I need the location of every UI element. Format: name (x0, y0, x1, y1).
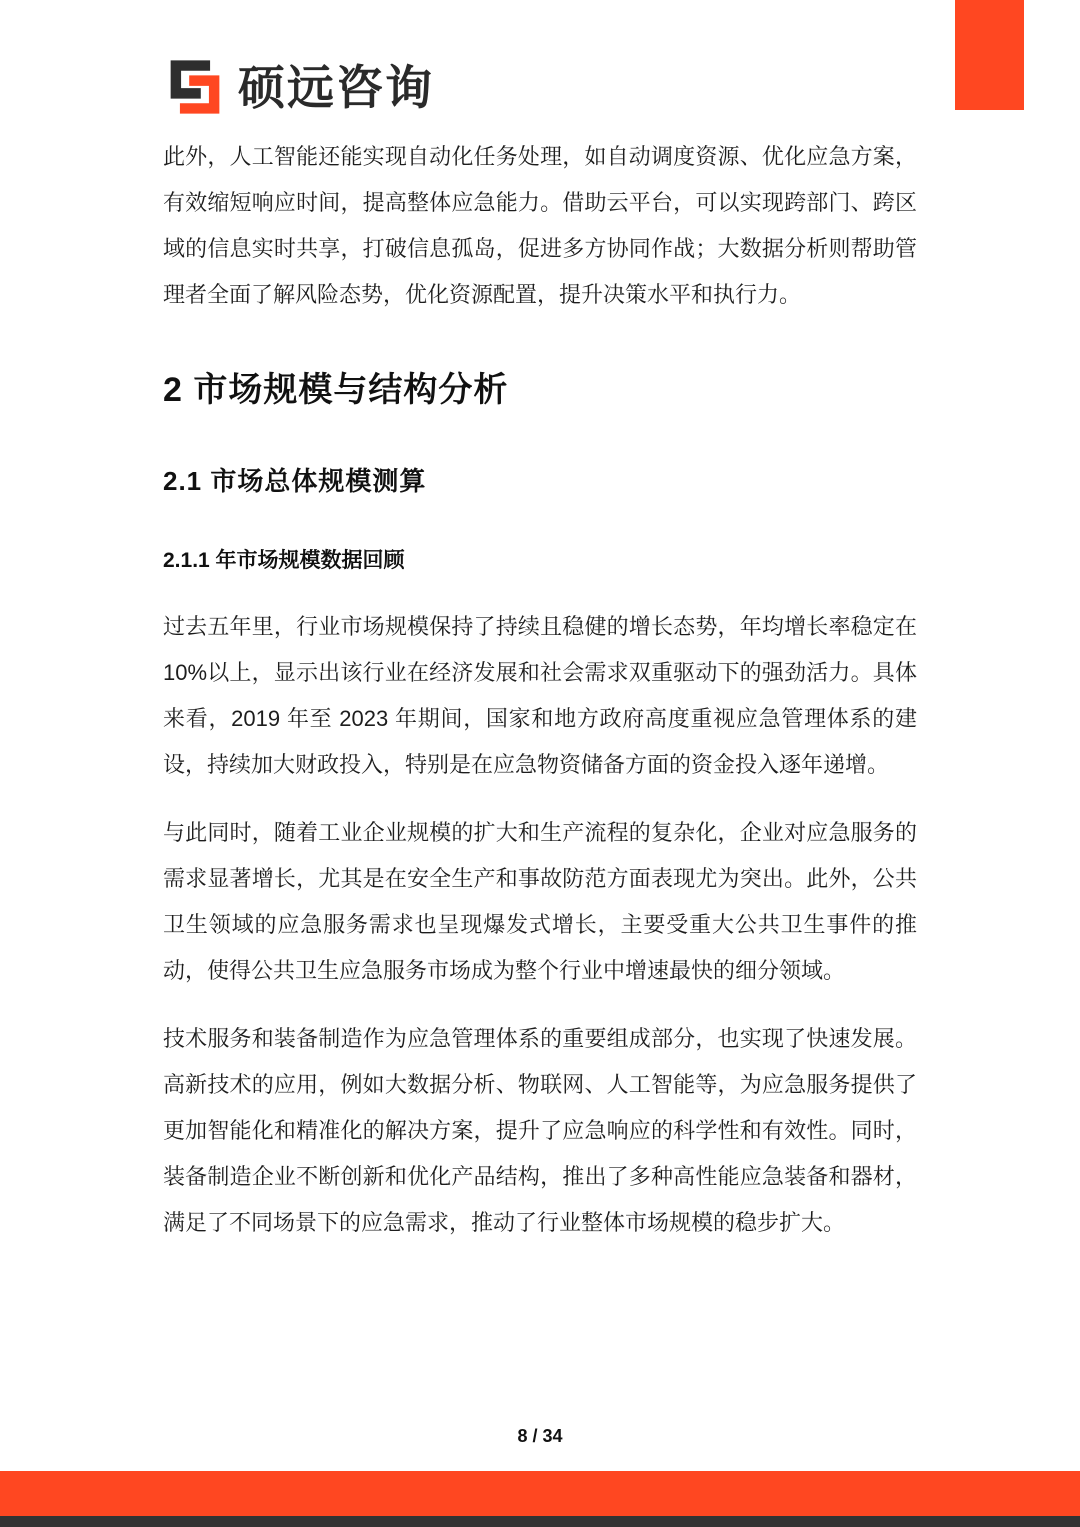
page-number: 8 / 34 (517, 1426, 563, 1446)
top-right-accent-block (955, 0, 1024, 110)
subsubsection-heading: 2.1.1 年市场规模数据回顾 (163, 549, 405, 572)
section-heading: 2 市场规模与结构分析 (163, 371, 509, 409)
paragraph-tech-equipment: 技术服务和装备制造作为应急管理体系的重要组成部分，也实现了快速发展。高新技术的应用，例如大数据分析、物联网、人工智能等，为应急服务提供了更加智能化和精准化的解决方案，提升了应急响应的科学性和有效性。同时，装备制造企业不断创新和优化产品结构，推出了多种高性能应急装备和器材，满足了不同场景下的应急需求，推动了行业整体市场规模的稳步扩大。 (163, 1026, 917, 1235)
brand-name: 硕远咨询 (238, 60, 434, 114)
footer-dark-bar (0, 1516, 1080, 1527)
paragraph-market-growth: 过去五年里，行业市场规模保持了持续且稳健的增长态势，年均增长率稳定在10%以上，显示出该行业在经济发展和社会需求双重驱动下的强劲活力。具体来看，2019 年至 2023 年期间，国家和地方政府高度重视应急管理体系的建设，持续加大财政投入，特别是在应急物资储备方面的资金投入逐年递增。 (163, 614, 917, 777)
intro-paragraph: 此外，人工智能还能实现自动化任务处理，如自动调度资源、优化应急方案，有效缩短响应时间，提高整体应急能力。借助云平台，可以实现跨部门、跨区域的信息实时共享，打破信息孤岛，促进多方协同作战；大数据分析则帮助管理者全面了解风险态势，优化资源配置，提升决策水平和执行力。 (163, 144, 917, 307)
footer-accent-bar (0, 1471, 1080, 1516)
brand-header (164, 58, 434, 116)
brand-logo-icon (164, 58, 226, 116)
document-body (163, 134, 917, 1246)
subsection-heading: 2.1 市场总体规模测算 (163, 466, 427, 496)
paragraph-demand-growth: 与此同时，随着工业企业规模的扩大和生产流程的复杂化，企业对应急服务的需求显著增长，尤其是在安全生产和事故防范方面表现尤为突出。此外，公共卫生领域的应急服务需求也呈现爆发式增长，主要受重大公共卫生事件的推动，使得公共卫生应急服务市场成为整个行业中增速最快的细分领域。 (163, 820, 917, 983)
